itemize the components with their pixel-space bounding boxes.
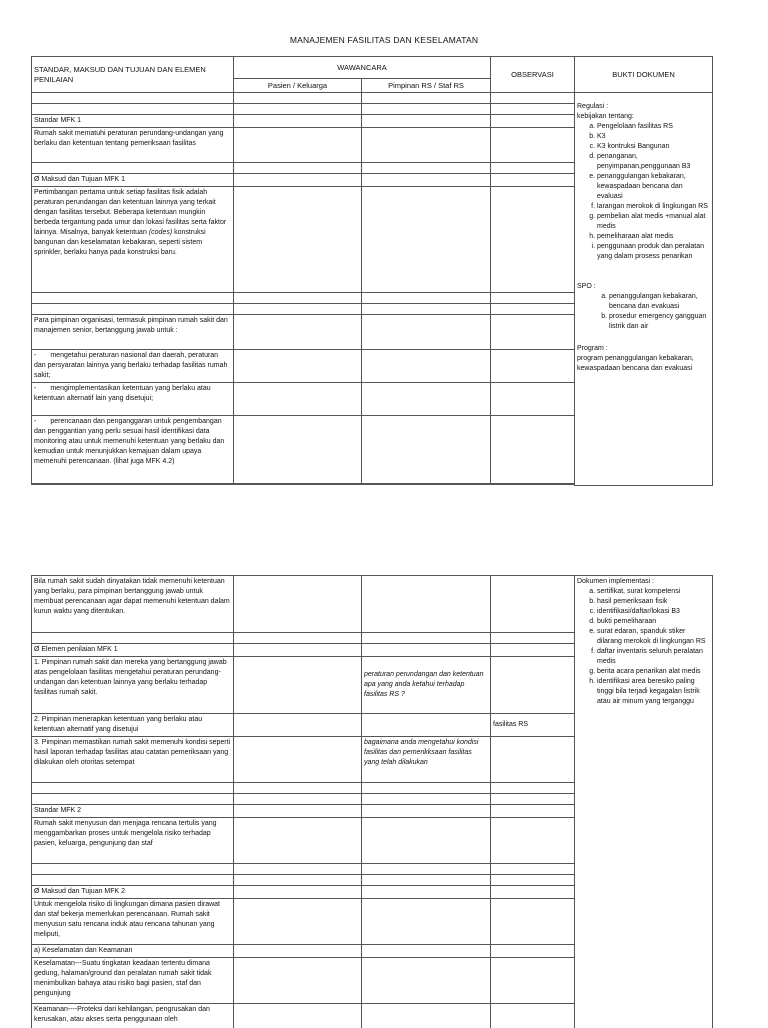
- program-text: program penanggulangan kebakaran, kewaspadaan bencana dan evakuasi: [577, 355, 694, 372]
- list-item: b. K3: [597, 132, 710, 142]
- list-item: h. pemeliharaan alat medis: [597, 232, 710, 242]
- regulasi-label: Regulasi :: [577, 103, 609, 110]
- bullet-item: - mengetahui peraturan nasional dan daerah, peraturan dan persyaratan lainnya yang berlaku terhadap fasilitas rumah sakit;: [32, 350, 234, 383]
- standar-mfk2-title: Standar MFK 2: [32, 805, 234, 818]
- maksud-mfk2-title: Ø Maksud dan Tujuan MFK 2: [32, 886, 234, 899]
- bukti-dokumen-cell: [575, 93, 713, 486]
- list-item: b. prosedur emergency gangguan listrik dan air: [609, 312, 710, 332]
- elemen-1: 1. Pimpinan rumah sakit dan mereka yang bertanggung jawab atas pengelolaan fasilitas mengetahui peraturan perundang-undangan dan ketentuan lainnya yang berlaku terhadap fasilitas rumah sakit.: [32, 657, 234, 714]
- list-item: a. penanggulangan kebakaran, bencana dan evakuasi: [609, 292, 710, 312]
- list-item: a. Pengelolaan fasilitas RS: [597, 122, 710, 132]
- elemen-3: 3. Pimpinan memastikan rumah sakit memenuhi kondisi seperti hasil laporan terhadap fasilitas atau catatan pemeriksaan yang dilakukan oleh otoritas setempat: [32, 737, 234, 783]
- elemen-3-question: bagaimana anda mengetahui kondisi fasilitas dan pemerikksaan fasilitas yang telah dilakukan: [362, 737, 491, 783]
- para-pimpinan-text: Para pimpinan organisasi, termasuk pimpinan rumah sakit dan manajemen senior, bertanggung jawab untuk :: [32, 315, 234, 350]
- header-pasien: Pasien / Keluarga: [234, 79, 362, 93]
- standar-mfk1-text: Rumah sakit mematuhi peraturan perundang-undangan yang berlaku dan ketentuan tentang pemeriksaan fasilitas: [32, 128, 234, 163]
- keamanan-text: Keamanan----Proteksi dari kehilangan, pengrusakan dan kerusakan, atau akses serta penggunaan oleh: [32, 1004, 234, 1028]
- maksud-mfk1-title: Ø Maksud dan Tujuan MFK 1: [32, 174, 234, 187]
- program-label: Program :: [577, 345, 608, 352]
- dokumen-implementasi-label: Dokumen implementasi :: [577, 578, 655, 585]
- keselamatan-keamanan-label: a) Keselamatan dan Keamanan: [32, 945, 234, 958]
- dokumen-list: [577, 587, 710, 707]
- elemen-penilaian-title: Ø Elemen penilaian MFK 1: [32, 644, 234, 657]
- bullet-item: - mengimplementasikan ketentuan yang berlaku atau ketentuan alternatif lain yang disetujui;: [32, 383, 234, 416]
- list-item: c. identifikasi/daftar/lokasi B3: [597, 607, 710, 617]
- codes-term: (codes): [148, 229, 173, 236]
- list-item: e. surat edaran, spanduk stiker dilarang merokok di lingkungan RS: [597, 627, 710, 647]
- bukti-dokumen-cell-2: [575, 576, 713, 1028]
- assessment-table-1: [31, 56, 713, 486]
- header-wawancara: WAWANCARA: [234, 57, 491, 79]
- list-item: d. penanganan, penyimpanan,penggunaan B3: [597, 152, 710, 172]
- header-bukti-dokumen: BUKTI DOKUMEN: [575, 57, 713, 93]
- assessment-table-2: [31, 575, 713, 1028]
- header-pimpinan: Pimpinan RS / Staf RS: [362, 79, 491, 93]
- list-item: h. identifikasi area beresiko paling tinggi bila terjadi kegagalan listrik atau air minum yang terganggu: [597, 677, 710, 707]
- list-item: i. penggunaan produk dan peralatan yang dalam prosess penarikan: [597, 242, 710, 262]
- list-item: f. daftar inventaris seluruh peralatan medis: [597, 647, 710, 667]
- page-title: MANAJEMEN FASILITAS DAN KESELAMATAN: [289, 35, 479, 45]
- list-item: b. hasil pemeriksaan fisik: [597, 597, 710, 607]
- list-item: g. berita acara penarikan alat medis: [597, 667, 710, 677]
- elemen-2: 2. Pimpinan menerapkan ketentuan yang berlaku atau ketentuan alternatif yang disetujui: [32, 714, 234, 737]
- bullet-item: - perencanaan dan penganggaran untuk pengembangan dan penggantian yang perlu sesuai hasil identifikasi data monitoring atau untuk memenuhi ketentuan yang berlaku dan kemudian untuk menunjukkan kemajuan dalam upaya memenuhi perencanaan. (lihat juga MFK 4.2): [32, 416, 234, 484]
- spo-list: [577, 292, 710, 332]
- list-item: g. pembelian alat medis +manual alat medis: [597, 212, 710, 232]
- maksud-mfk1-text: Pertimbangan pertama untuk setiap fasilitas fisik adalah peraturan perundangan dan ketentuan lainnya yang terkait dengan fasilitas tersebut. Beberapa ketentuan mungkin berbeda tergantung pada umur dan lokasi fasilitas serta faktor lainnya. Misalnya, banyak ketentuan (codes) konstruksi bangunan dan keselamatan kebakaran, seperti sistem sprinkler, berlaku hanya pada konstruksi baru.: [32, 187, 234, 293]
- list-item: d. bukti pemeliharaan: [597, 617, 710, 627]
- header-standard: STANDAR, MAKSUD DAN TUJUAN DAN ELEMEN PENILAIAN: [32, 57, 234, 93]
- elemen-2-observasi: fasilitas RS: [491, 714, 575, 737]
- standar-mfk2-text: Rumah sakit menyusun dan menjaga rencana tertulis yang menggambarkan proses untuk mengelola risiko terhadap pasien, keluarga, pengunjung dan staf: [32, 818, 234, 864]
- kebijakan-label: kebijakan tentang:: [577, 113, 634, 120]
- header-observasi: OBSERVASI: [491, 57, 575, 93]
- standar-mfk1-title: Standar MFK 1: [32, 115, 234, 128]
- elemen-1-question: peraturan perundangan dan ketentuan apa yang anda ketahui terhadap fasilitas RS ?: [362, 657, 491, 714]
- regulasi-list: [577, 122, 710, 262]
- spo-label: SPO :: [577, 283, 596, 290]
- bila-rumah-sakit-text: Bila rumah sakit sudah dinyatakan tidak memenuhi ketentuan yang berlaku, para pimpinan bertanggung jawab untuk membuat perencanaan agar dapat memenuhi ketentuan dalam kurun waktu yang ditentukan.: [32, 576, 234, 633]
- maksud-mfk2-text: Untuk mengelola risiko di lingkungan dimana pasien dirawat dan staf bekerja memerlukan perencanaan. Rumah sakit menyusun satu rencana induk atau rencana tahunan yang meliputi,: [32, 899, 234, 945]
- list-item: f. larangan merokok di lingkungan RS: [597, 202, 710, 212]
- list-item: c. K3 kontruksi Bangunan: [597, 142, 710, 152]
- list-item: a. sertifikat, surat kompetensi: [597, 587, 710, 597]
- keselamatan-text: Keselamatan---Suatu tingkatan keadaan tertentu dimana gedung, halaman/ground dan peralatan rumah sakit tidak menimbulkan bahaya atau risiko bagi pasien, staf dan pengunjung: [32, 958, 234, 1004]
- list-item: e. penanggulangan kebakaran, kewaspadaan bencana dan evaluasi: [597, 172, 710, 202]
